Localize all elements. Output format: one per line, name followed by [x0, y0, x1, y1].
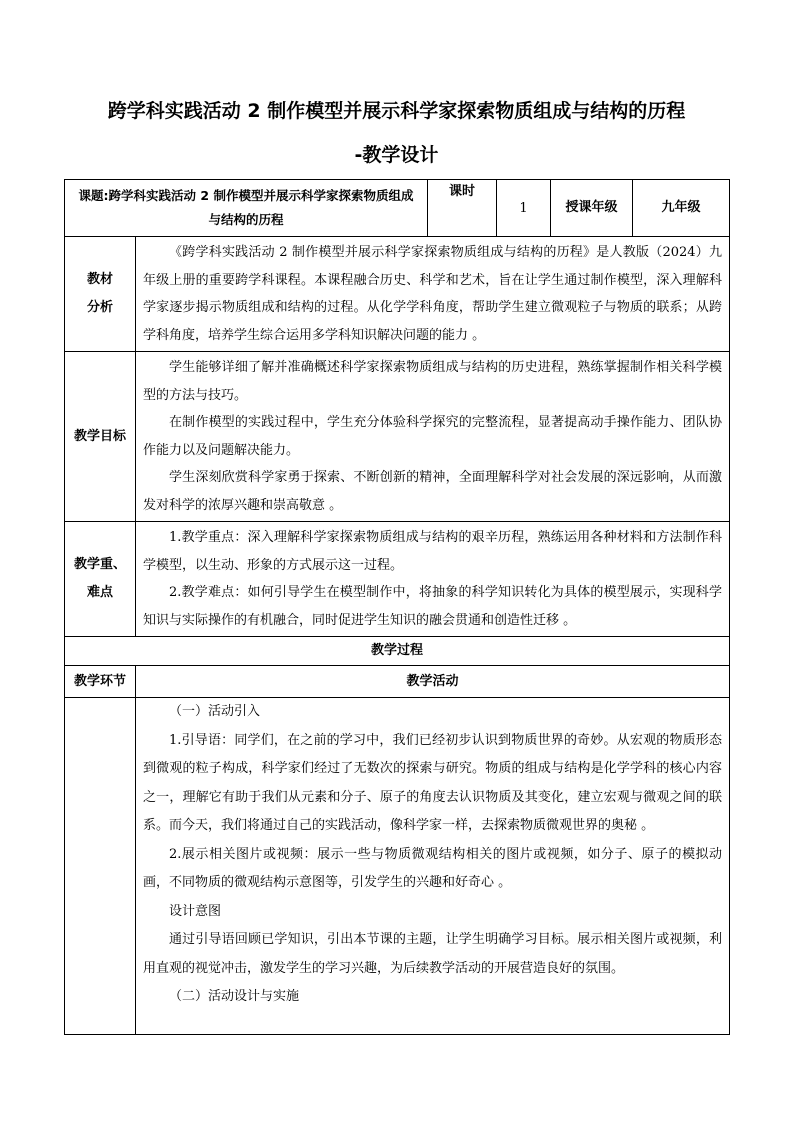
process-heading: 教学过程: [65, 637, 730, 666]
material-label: 教材 分析: [65, 237, 136, 352]
process-col-activity: 教学活动: [136, 666, 730, 698]
activity-paragraph: （一）活动引入: [169, 704, 261, 719]
document-title-line2: -教学设计: [354, 144, 439, 166]
goal-paragraph: 在制作模型的实践过程中，学生充分体验科学探究的完整流程，显著提高动手操作能力、团队协作能力以及问题解决能力。: [143, 415, 722, 458]
goal-paragraph: 学生深刻欣赏科学家勇于探索、不断创新的精神，全面理解科学对社会发展的深远影响，从而激发对科学的浓厚兴趣和崇高敬意 。: [143, 470, 722, 513]
grade-label: 授课年级: [551, 180, 633, 237]
hours-value: 1: [497, 180, 551, 237]
material-analysis-cell: [136, 237, 730, 352]
grade-value: 九年级: [633, 180, 730, 237]
goals-label: 教学目标: [65, 352, 136, 522]
lesson-plan-table: [64, 179, 730, 1035]
process-activity-cell: [136, 698, 730, 1035]
goal-paragraph: 学生能够详细了解并准确概述科学家探索物质组成与结构的历史进程，熟练掌握制作相关科学模型的方法与技巧。: [143, 360, 722, 403]
goals-cell: [136, 352, 730, 522]
keypoint-paragraph: 2.教学难点：如何引导学生在模型制作中，将抽象的科学知识转化为具体的模型展示，实现科学知识与实际操作的有机融合，同时促进学生知识的融会贯通和创造性迁移 。: [143, 585, 722, 628]
activity-paragraph: 通过引导语回顾已学知识，引出本节课的主题，让学生明确学习目标。展示相关图片或视频，利用直观的视觉冲击，激发学生的学习兴趣，为后续教学活动的开展营造良好的氛围。: [143, 932, 722, 976]
activity-paragraph: （二）活动设计与实施: [169, 989, 300, 1004]
activity-paragraph: 设计意图: [169, 903, 222, 919]
topic-cell: [65, 180, 428, 237]
activity-paragraph: 1.引导语：同学们，在之前的学习中，我们已经初步认识到物质世界的奇妙。从宏观的物质形态到微观的粒子构成，科学家们经过了无数次的探索与研究。物质的组成与结构是化学学科的核心内容之一，理解它有助于我们从元素和分子、原子的角度去认识物质及其变化，建立宏观与微观之间的联系。而今天，我们将通过自己的实践活动，像科学家一样，去探索物质微观世界的奥秘 。: [143, 732, 722, 833]
hours-label: 课时: [428, 180, 497, 237]
material-text: 《跨学科实践活动 2 制作模型并展示科学家探索物质组成与结构的历程》是人教版（2024）九年级上册的重要跨学科课程。本课程融合历史、科学和艺术，旨在让学生通过制作模型，深入理解科学家逐步揭示物质组成和结构的过程。从化学学科角度，帮助学生建立微观粒子与物质的联系；从跨学科角度，培养学生综合运用多学科知识解决问题的能力 。: [143, 245, 722, 343]
document-title-line1: 跨学科实践活动 2 制作模型并展示科学家探索物质组成与结构的历程: [107, 100, 686, 122]
keypoints-cell: [136, 522, 730, 637]
keypoint-paragraph: 1.教学重点：深入理解科学家探索物质组成与结构的艰辛历程，熟练运用各种材料和方法制作科学模型，以生动、形象的方式展示这一过程。: [143, 530, 722, 573]
process-stage-cell: [65, 698, 136, 1035]
activity-paragraph: 2.展示相关图片或视频：展示一些与物质微观结构相关的图片或视频，如分子、原子的模拟动画，不同物质的微观结构示意图等，引发学生的兴趣和好奇心 。: [143, 846, 722, 890]
process-col-stage: 教学环节: [65, 666, 136, 698]
keypoints-label: 教学重、 难点: [65, 522, 136, 637]
topic-label: 课题:跨学科实践活动 2 制作模型并展示科学家探索物质组成与结构的历程: [78, 188, 414, 227]
